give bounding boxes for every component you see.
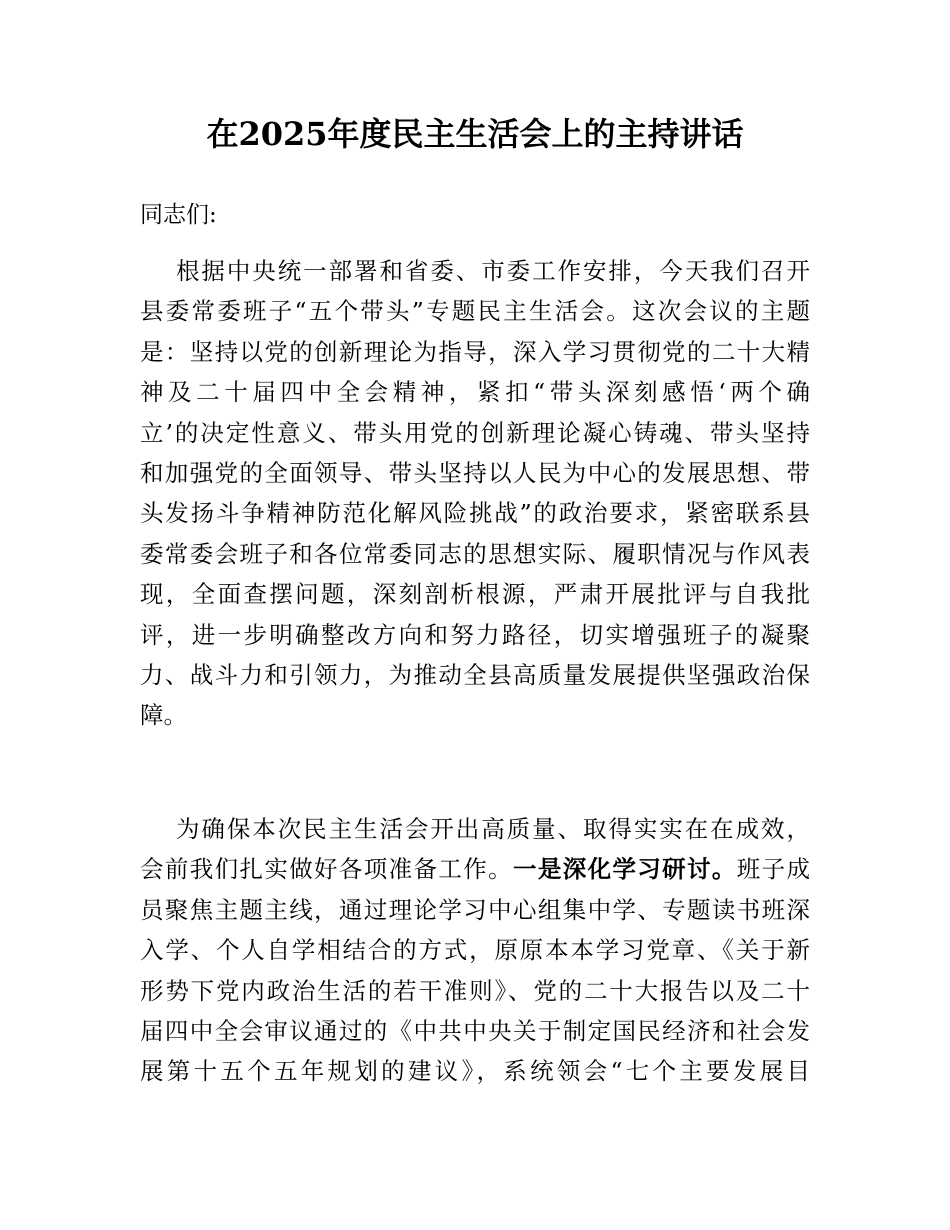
bold-heading-text: 一是深化学习研讨。 <box>512 855 737 884</box>
text-line <box>140 930 810 970</box>
text-segment: 障。 <box>140 701 187 730</box>
text-segment: 县委常委班子“五个带头”专题民主生活会。这次会议的主题 <box>140 297 810 326</box>
text-segment: 会前我们扎实做好各项准备工作。 <box>140 855 513 884</box>
text-segment: 届四中全会审议通过的《中共中央关于制定国民经济和社会发 <box>140 1016 810 1045</box>
text-line <box>140 849 810 889</box>
salutation: 同志们: <box>140 202 217 228</box>
text-line <box>140 655 810 695</box>
text-segment: 形势下党内政治生活的若干准则》、党的二十大报告以及二十 <box>140 976 810 1005</box>
text-segment: 入学、个人自学相结合的方式，原原本本学习党章、《关于新 <box>140 936 810 965</box>
text-line <box>140 809 810 849</box>
text-line <box>140 574 810 614</box>
text-line <box>140 453 810 493</box>
text-segment: 委常委会班子和各位常委同志的思想实际、履职情况与作风表 <box>140 539 810 568</box>
text-line <box>140 1051 810 1091</box>
paragraph-1 <box>140 251 810 736</box>
text-line <box>140 534 810 574</box>
text-line <box>140 413 810 453</box>
text-line <box>140 890 810 930</box>
text-segment: 神及二十届四中全会精神，紧扣“带头深刻感悟‘两个确 <box>140 378 810 407</box>
text-line <box>140 971 810 1011</box>
text-segment: 力、战斗力和引领力，为推动全县高质量发展提供坚强政治保 <box>140 660 810 689</box>
text-segment: 和加强党的全面领导、带头坚持以人民为中心的发展思想、带 <box>140 458 810 487</box>
text-segment: 是：坚持以党的创新理论为指导，深入学习贯彻党的二十大精 <box>140 337 810 366</box>
text-segment: 为确保本次民主生活会开出高质量、取得实实在在成效， <box>176 815 810 843</box>
text-line <box>140 372 810 412</box>
text-segment: 现，全面查摆问题，深刻剖析根源，严肃开展批评与自我批 <box>140 580 810 609</box>
text-line <box>140 291 810 331</box>
text-line <box>140 332 810 372</box>
text-segment: 头发扬斗争精神防范化解风险挑战”的政治要求，紧密联系县 <box>140 499 810 528</box>
paragraph-2 <box>140 809 810 1092</box>
text-line <box>140 615 810 655</box>
text-segment: 根据中央统一部署和省委、市委工作安排，今天我们召开 <box>176 257 810 285</box>
text-segment: 员聚焦主题主线，通过理论学习中心组集中学、专题读书班深 <box>140 895 810 924</box>
text-line <box>140 1011 810 1051</box>
document-title: 在2025年度民主生活会上的主持讲话 <box>206 115 744 153</box>
text-segment: 班子成 <box>736 855 811 884</box>
text-line <box>140 695 810 735</box>
text-line <box>140 251 810 291</box>
text-segment: 评，进一步明确整改方向和努力路径，切实增强班子的凝聚 <box>140 620 810 649</box>
text-segment: 立’的决定性意义、带头用党的创新理论凝心铸魂、带头坚持 <box>140 418 810 447</box>
text-segment: 展第十五个五年规划的建议》，系统领会“七个主要发展目 <box>140 1057 810 1086</box>
text-line <box>140 493 810 533</box>
